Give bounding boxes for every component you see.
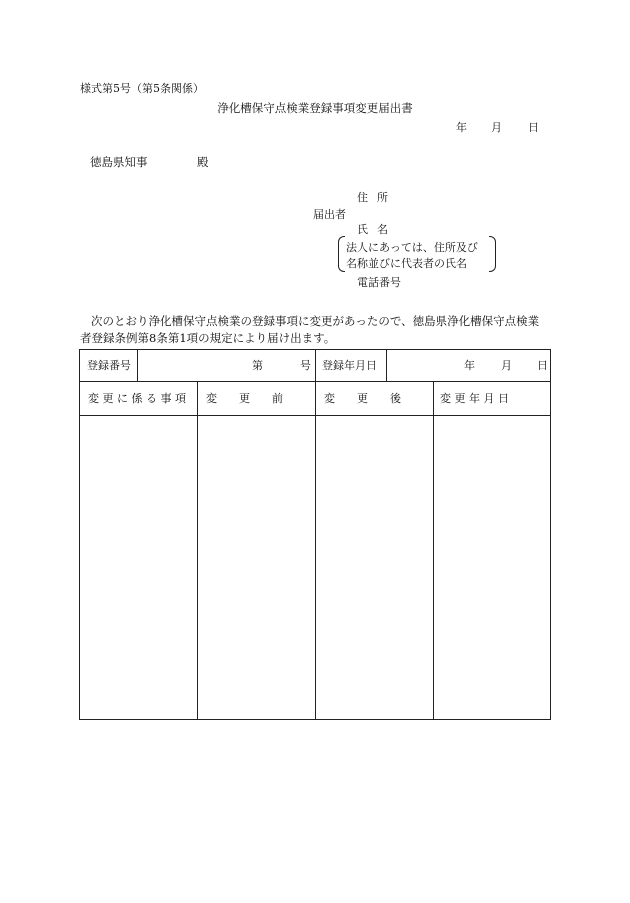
corporation-note xyxy=(338,236,496,270)
registration-date-year: 年 xyxy=(464,359,475,372)
address-label: 住所 xyxy=(357,191,397,204)
statement-line-2: 者登録条例第8条第1項の規定により届け出ます。 xyxy=(80,331,336,345)
column-divider xyxy=(137,350,138,381)
column-header-before: 変 更 前 xyxy=(206,392,283,405)
date-day-label: 日 xyxy=(528,121,539,134)
corporation-note-line-2: 名称並びに代表者の氏名 xyxy=(346,257,467,270)
form-number: 様式第5号（第5条関係） xyxy=(80,82,204,95)
left-bracket xyxy=(338,236,345,272)
registration-number-label: 登録番号 xyxy=(87,359,131,372)
column-divider xyxy=(433,381,434,720)
column-divider xyxy=(315,381,316,720)
applicant-label: 届出者 xyxy=(313,208,346,221)
registration-date-label: 登録年月日 xyxy=(322,359,377,372)
corporation-note-line-1: 法人にあっては、住所及び xyxy=(346,241,478,254)
column-divider xyxy=(386,350,387,381)
name-label: 氏名 xyxy=(357,223,397,236)
statement-line-1: 次のとおり浄化槽保守点検業の登録事項に変更があったので、徳島県浄化槽保守点検業 xyxy=(91,314,540,328)
registration-date-day: 日 xyxy=(537,359,548,372)
column-header-changed-item: 変 更 に 係 る 事 項 xyxy=(88,392,186,405)
addressee-honorific: 殿 xyxy=(197,155,209,169)
registration-number-go: 号 xyxy=(300,359,311,372)
notification-statement xyxy=(80,313,552,347)
date-year-label: 年 xyxy=(456,121,467,134)
date-month-label: 月 xyxy=(491,121,502,134)
column-divider xyxy=(197,381,198,720)
registration-date-month: 月 xyxy=(501,359,512,372)
right-bracket xyxy=(489,236,496,272)
change-table xyxy=(79,349,551,720)
phone-label: 電話番号 xyxy=(357,276,401,289)
document-title: 浄化槽保守点検業登録事項変更届出書 xyxy=(217,101,413,115)
column-header-after: 変 更 後 xyxy=(324,392,401,405)
addressee-name: 徳島県知事 xyxy=(90,155,148,169)
registration-number-dai: 第 xyxy=(252,359,263,372)
column-header-change-date: 変 更 年 月 日 xyxy=(440,392,509,405)
column-divider xyxy=(315,350,316,381)
